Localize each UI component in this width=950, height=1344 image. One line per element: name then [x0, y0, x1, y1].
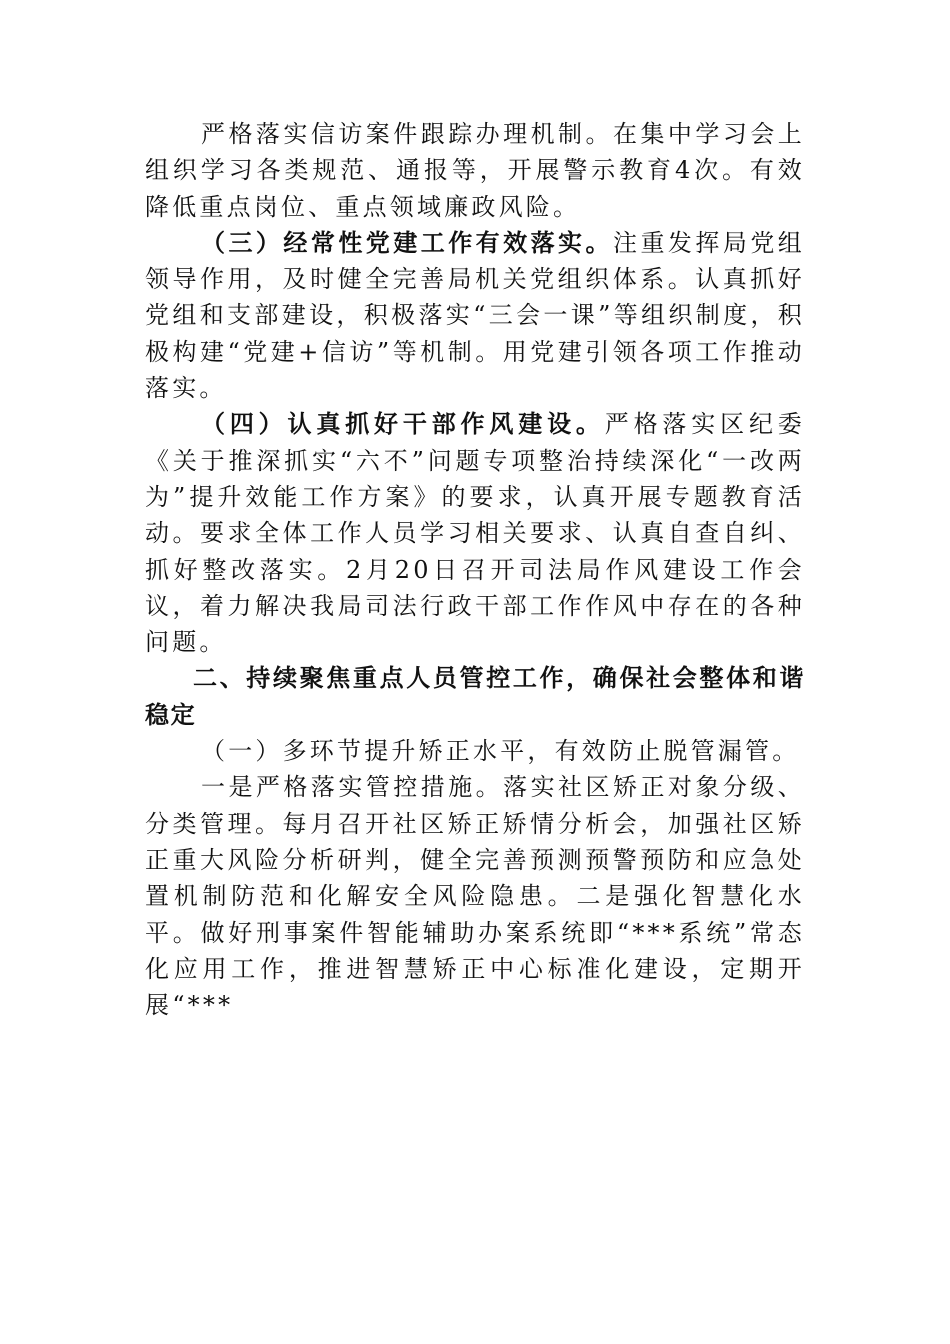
subsection-heading-1: （一）多环节提升矫正水平，有效防止脱管漏管。	[201, 737, 800, 766]
paragraph-text: 严格落实信访案件跟踪办理机制。在集中学习会上组织学习各类规范、通报等，开展警示教育4次。有效降低重点岗位、重点领域廉政风险。	[145, 120, 805, 221]
paragraph-petition-mechanism	[145, 116, 805, 225]
paragraph-text: 一是严格落实管控措施。落实社区矫正对象分级、分类管理。每月召开社区矫正矫情分析会，加强社区矫正重大风险分析研判，健全完善预测预警预防和应急处置机制防范和化解安全风险隐患。二是强化智慧化水平。做好刑事案件智能辅助办案系统即“***系统”常态化应用工作，推进智慧矫正中心标准化建设，定期开展“***	[145, 773, 805, 1020]
paragraph-text: 严格落实区纪委《关于推深抓实“六不”问题专项整治持续深化“一改两为”提升效能工作方案》的要求，认真开展专题教育活动。要求全体工作人员学习相关要求、认真自查自纠、抓好整改落实。2月20日召开司法局作风建设工作会议，着力解决我局司法行政干部工作作风中存在的各种问题。	[145, 410, 805, 657]
section-heading-2: 二、持续聚焦重点人员管控工作，确保社会整体和谐稳定	[145, 664, 805, 729]
paragraph-work-style	[145, 406, 805, 660]
section-lead-3: （三）经常性党建工作有效落实。	[201, 227, 613, 257]
paragraph-text: 注重发挥局党组领导作用，及时健全完善局机关党组织体系。认真抓好党组和支部建设，积极落实“三会一课”等组织制度，积极构建“党建+信访”等机制。用党建引领各项工作推动落实。	[145, 228, 805, 403]
paragraph-party-building	[145, 225, 805, 406]
section-lead-4: （四）认真抓好干部作风建设。	[201, 409, 605, 439]
document-body	[145, 116, 805, 1023]
paragraph-control-measures	[145, 769, 805, 1023]
